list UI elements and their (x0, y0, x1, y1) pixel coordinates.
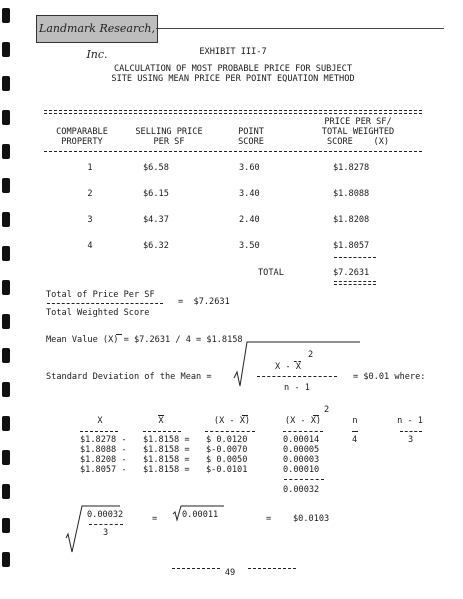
col-header-score-line1: POINT (238, 127, 264, 137)
dev-header-exponent: 2 (324, 405, 330, 415)
dev-diff: $-0.0070 (206, 445, 248, 455)
cell-price: $6.15 (143, 189, 169, 199)
total-label: TOTAL (258, 268, 284, 278)
cell-ratio: $1.8057 (333, 241, 370, 251)
sd-label: Standard Deviation of the Mean = (46, 372, 212, 382)
title-line-2: SITE USING MEAN PRICE PER POINT EQUATION METHOD (111, 74, 355, 84)
final-equals-2: = (266, 514, 272, 524)
dev-header-n1: n - 1 (397, 416, 423, 426)
col-header-ratio-line2: SCORE (X) (326, 137, 390, 147)
cell-score: 3.50 (239, 241, 260, 251)
col-header-ratio-line1: TOTAL WEIGHTED (321, 127, 395, 137)
dev-x: $1.8208 - (80, 455, 127, 465)
dev-diff: $ 0.0050 (206, 455, 248, 465)
ratio-numerator: Total of Price Per SF (46, 290, 155, 300)
dev-mean: $1.8158 = (143, 435, 190, 445)
dev-x: $1.8057 - (80, 465, 127, 475)
dev-n: 4 (352, 435, 358, 445)
cell-score: 3.40 (239, 189, 260, 199)
dev-diff: $-0.0101 (206, 465, 248, 475)
ratio-denominator: Total Weighted Score (46, 308, 150, 318)
page-number: 49 (224, 568, 236, 578)
cell-property: 2 (87, 189, 93, 199)
ratio-result: = $7.2631 (178, 297, 230, 307)
col-header-score-line2: SCORE (238, 137, 264, 147)
final-equals-1: = (152, 514, 158, 524)
dev-sq: 0.00010 (283, 465, 320, 475)
col-header-property-line1: COMPARABLE (56, 127, 108, 137)
title-line-1: CALCULATION OF MOST PROBABLE PRICE FOR SUBJECT (114, 64, 352, 74)
sd-result: = $0.01 where: (353, 372, 426, 382)
dev-diff: $ 0.0120 (206, 435, 248, 445)
exhibit-number: EXHIBIT III-7 (199, 47, 267, 57)
cell-price: $6.32 (143, 241, 169, 251)
cell-ratio: $1.8208 (333, 215, 370, 225)
dev-sq: 0.00014 (283, 435, 320, 445)
sd-exponent: 2 (308, 350, 314, 360)
dev-sq: 0.00005 (283, 445, 320, 455)
mid-radical-sign (173, 506, 224, 520)
dev-x: $1.8088 - (80, 445, 127, 455)
final-radical-sign (66, 506, 120, 552)
col-header-property-line2: PROPERTY (61, 137, 103, 147)
final-result: $0.0103 (293, 514, 330, 524)
total-value: $7.2631 (333, 268, 370, 278)
cell-ratio: $1.8088 (333, 189, 370, 199)
cell-property: 1 (87, 163, 93, 173)
dev-header-diff: (X - X) (213, 416, 251, 426)
dev-n1: 3 (408, 435, 414, 445)
cell-score: 2.40 (239, 215, 260, 225)
company-logo: Landmark Research, Inc. (36, 15, 158, 43)
sd-numerator: X - X (275, 362, 301, 372)
dev-sum: 0.00032 (283, 485, 320, 495)
final-numerator: 0.00032 (87, 510, 124, 520)
dev-header-x: X (97, 416, 103, 426)
cell-property: 4 (87, 241, 93, 251)
dev-x: $1.8278 - (80, 435, 127, 445)
cell-price: $4.37 (143, 215, 169, 225)
dev-header-n: n (352, 416, 358, 426)
mean-value-line: Mean Value (X) = $7.2631 / 4 = $1.8158 (46, 335, 243, 345)
dev-mean: $1.8158 = (143, 445, 190, 455)
col-header-price-line2: PER SF (153, 137, 185, 147)
cell-price: $6.58 (143, 163, 169, 173)
final-middle: 0.00011 (182, 510, 219, 520)
dev-sq: 0.00003 (283, 455, 320, 465)
cell-score: 3.60 (239, 163, 260, 173)
dev-mean: $1.8158 = (143, 455, 190, 465)
sd-denominator: n - 1 (284, 383, 310, 393)
sd-radical-sign (234, 342, 360, 386)
dev-mean: $1.8158 = (143, 465, 190, 475)
cell-ratio: $1.8278 (333, 163, 370, 173)
dev-header-xbar: X (158, 416, 164, 426)
col-header-price-line1: SELLING PRICE (135, 127, 203, 137)
col-header-ratio-line0: PRICE PER SF/ (324, 117, 392, 127)
final-denominator: 3 (103, 528, 109, 538)
dev-header-sq: (X - X) (284, 416, 322, 426)
cell-property: 3 (87, 215, 93, 225)
